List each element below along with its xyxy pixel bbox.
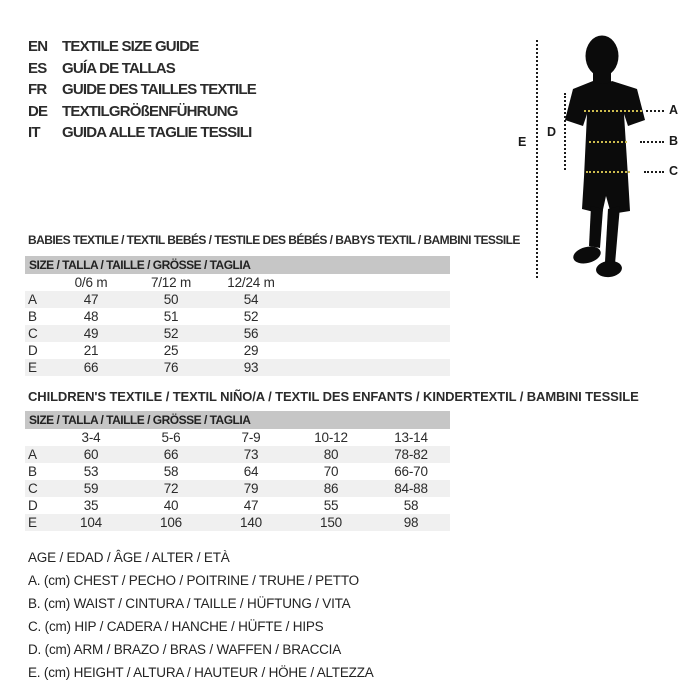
table-cell: 140 xyxy=(240,515,262,530)
language-code: DE xyxy=(28,102,48,120)
table-cell: 58 xyxy=(163,464,179,479)
table-cell: 47 xyxy=(83,292,99,307)
table-row xyxy=(25,325,450,342)
language-code: IT xyxy=(28,124,40,141)
legend-line-waist: B. (cm) WAIST / CINTURA / TAILLE / HÜFTUNG / VITA xyxy=(28,596,351,611)
measure-label-e: E xyxy=(518,135,527,149)
babies-size-table xyxy=(25,256,450,376)
table-cell: 93 xyxy=(243,360,259,375)
language-row-es xyxy=(28,58,256,80)
legend-line-hip: C. (cm) HIP / CADERA / HANCHE / HÜFTE / HIPS xyxy=(28,619,324,634)
table-row xyxy=(25,514,450,531)
babies-size-bar: SIZE / TALLA / TAILLE / GRÖSSE / TAGLIA xyxy=(25,256,450,274)
language-row-fr xyxy=(28,79,256,101)
table-cell: 40 xyxy=(163,498,179,513)
table-cell: 70 xyxy=(323,464,339,479)
babies-section-heading: BABIES TEXTILE / TEXTIL BEBÉS / TESTILE DES BÉBÉS / BABYS TEXTIL / BAMBINI TESSILE xyxy=(28,233,520,247)
table-cell: 78-82 xyxy=(394,447,428,462)
hip-measure-line-c-yellow xyxy=(586,171,630,173)
row-label: C xyxy=(28,326,38,341)
language-row-en xyxy=(28,36,256,58)
measure-label-a: A xyxy=(669,103,679,117)
table-row xyxy=(25,308,450,325)
row-label: C xyxy=(28,481,38,496)
child-silhouette-figure xyxy=(560,34,650,279)
table-cell: 79 xyxy=(243,481,259,496)
table-cell: 66-70 xyxy=(394,464,428,479)
table-cell: 58 xyxy=(403,498,419,513)
row-label: E xyxy=(28,515,37,530)
row-label: E xyxy=(28,360,37,375)
legend-line-chest: A. (cm) CHEST / PECHO / POITRINE / TRUHE / PETTO xyxy=(28,573,359,588)
legend-line-age: AGE / EDAD / ÂGE / ALTER / ETÀ xyxy=(28,550,230,565)
table-cell: 48 xyxy=(83,309,99,324)
height-measure-line-e xyxy=(536,40,538,278)
table-cell: 104 xyxy=(80,515,102,530)
legend-line-arm: D. (cm) ARM / BRAZO / BRAS / WAFFEN / BRACCIA xyxy=(28,642,342,657)
table-cell: 106 xyxy=(160,515,182,530)
column-header: 0/6 m xyxy=(74,275,108,290)
column-header: 7-9 xyxy=(241,430,261,445)
table-cell: 59 xyxy=(83,481,99,496)
measurement-legend xyxy=(28,546,374,684)
table-cell: 86 xyxy=(323,481,339,496)
table-row xyxy=(25,342,450,359)
table-row xyxy=(25,480,450,497)
column-header: 10-12 xyxy=(314,430,348,445)
table-cell: 50 xyxy=(163,292,179,307)
table-row xyxy=(25,359,450,376)
table-cell: 52 xyxy=(163,326,179,341)
row-label: B xyxy=(28,309,37,324)
table-cell: 21 xyxy=(83,343,99,358)
language-code: EN xyxy=(28,38,48,55)
column-header: 3-4 xyxy=(81,430,101,445)
table-cell: 52 xyxy=(243,309,259,324)
waist-measure-line-b-yellow xyxy=(589,141,627,143)
children-section-heading: CHILDREN'S TEXTILE / TEXTIL NIÑO/A / TEXTIL DES ENFANTS / KINDERTEXTIL / BAMBINI TESSILE xyxy=(28,389,639,404)
table-cell: 55 xyxy=(323,498,339,513)
table-cell: 53 xyxy=(83,464,99,479)
table-cell: 66 xyxy=(163,447,179,462)
table-cell: 84-88 xyxy=(394,481,428,496)
children-size-bar: SIZE / TALLA / TAILLE / GRÖSSE / TAGLIA xyxy=(25,411,450,429)
guide-title: GUÍA DE TALLAS xyxy=(62,59,175,77)
guide-title: GUIDA ALLE TAGLIE TESSILI xyxy=(62,124,252,141)
measure-label-b: B xyxy=(669,134,679,148)
language-row-it xyxy=(28,122,256,144)
arm-measure-line-d xyxy=(564,93,566,170)
column-header: 13-14 xyxy=(394,430,428,445)
legend-line-height: E. (cm) HEIGHT / ALTURA / HAUTEUR / HÖHE / ALTEZZA xyxy=(28,665,374,680)
language-title-list xyxy=(28,36,256,144)
guide-title: GUIDE DES TAILLES TEXTILE xyxy=(62,81,256,98)
column-header: 7/12 m xyxy=(150,275,192,290)
column-header: 5-6 xyxy=(161,430,181,445)
chest-measure-line-a xyxy=(646,110,664,112)
column-header: 12/24 m xyxy=(227,275,275,290)
column-spacer xyxy=(25,274,51,291)
table-cell: 25 xyxy=(163,343,179,358)
table-cell: 64 xyxy=(243,464,259,479)
table-row xyxy=(25,463,450,480)
table-cell: 47 xyxy=(243,498,259,513)
guide-title: TEXTILE SIZE GUIDE xyxy=(62,38,199,55)
table-cell: 60 xyxy=(83,447,99,462)
language-code: ES xyxy=(28,59,47,77)
table-cell: 29 xyxy=(243,343,259,358)
row-label: A xyxy=(28,292,37,307)
table-cell: 54 xyxy=(243,292,259,307)
measure-label-c: C xyxy=(669,164,679,178)
row-label: D xyxy=(28,498,38,513)
table-cell: 73 xyxy=(243,447,259,462)
language-code: FR xyxy=(28,81,47,98)
table-row xyxy=(25,497,450,514)
table-cell: 51 xyxy=(163,309,179,324)
table-cell: 56 xyxy=(243,326,259,341)
waist-measure-line-b xyxy=(640,141,664,143)
table-cell: 76 xyxy=(163,360,179,375)
column-spacer xyxy=(25,429,51,446)
babies-column-header-row xyxy=(25,274,450,291)
row-label: D xyxy=(28,343,38,358)
chest-measure-line-a-yellow xyxy=(584,110,642,112)
guide-title: TEXTILGRÖßENFÜHRUNG xyxy=(62,102,238,120)
row-label: A xyxy=(28,447,37,462)
table-cell: 80 xyxy=(323,447,339,462)
table-cell: 72 xyxy=(163,481,179,496)
table-row xyxy=(25,291,450,308)
table-row xyxy=(25,446,450,463)
table-cell: 49 xyxy=(83,326,99,341)
table-cell: 66 xyxy=(83,360,99,375)
row-label: B xyxy=(28,464,37,479)
hip-measure-line-c xyxy=(644,171,664,173)
children-column-header-row xyxy=(25,429,450,446)
measure-label-d: D xyxy=(547,125,557,139)
table-cell: 35 xyxy=(83,498,99,513)
children-size-table xyxy=(25,411,450,531)
table-cell: 98 xyxy=(403,515,419,530)
language-row-de xyxy=(28,101,256,123)
table-cell: 150 xyxy=(320,515,342,530)
